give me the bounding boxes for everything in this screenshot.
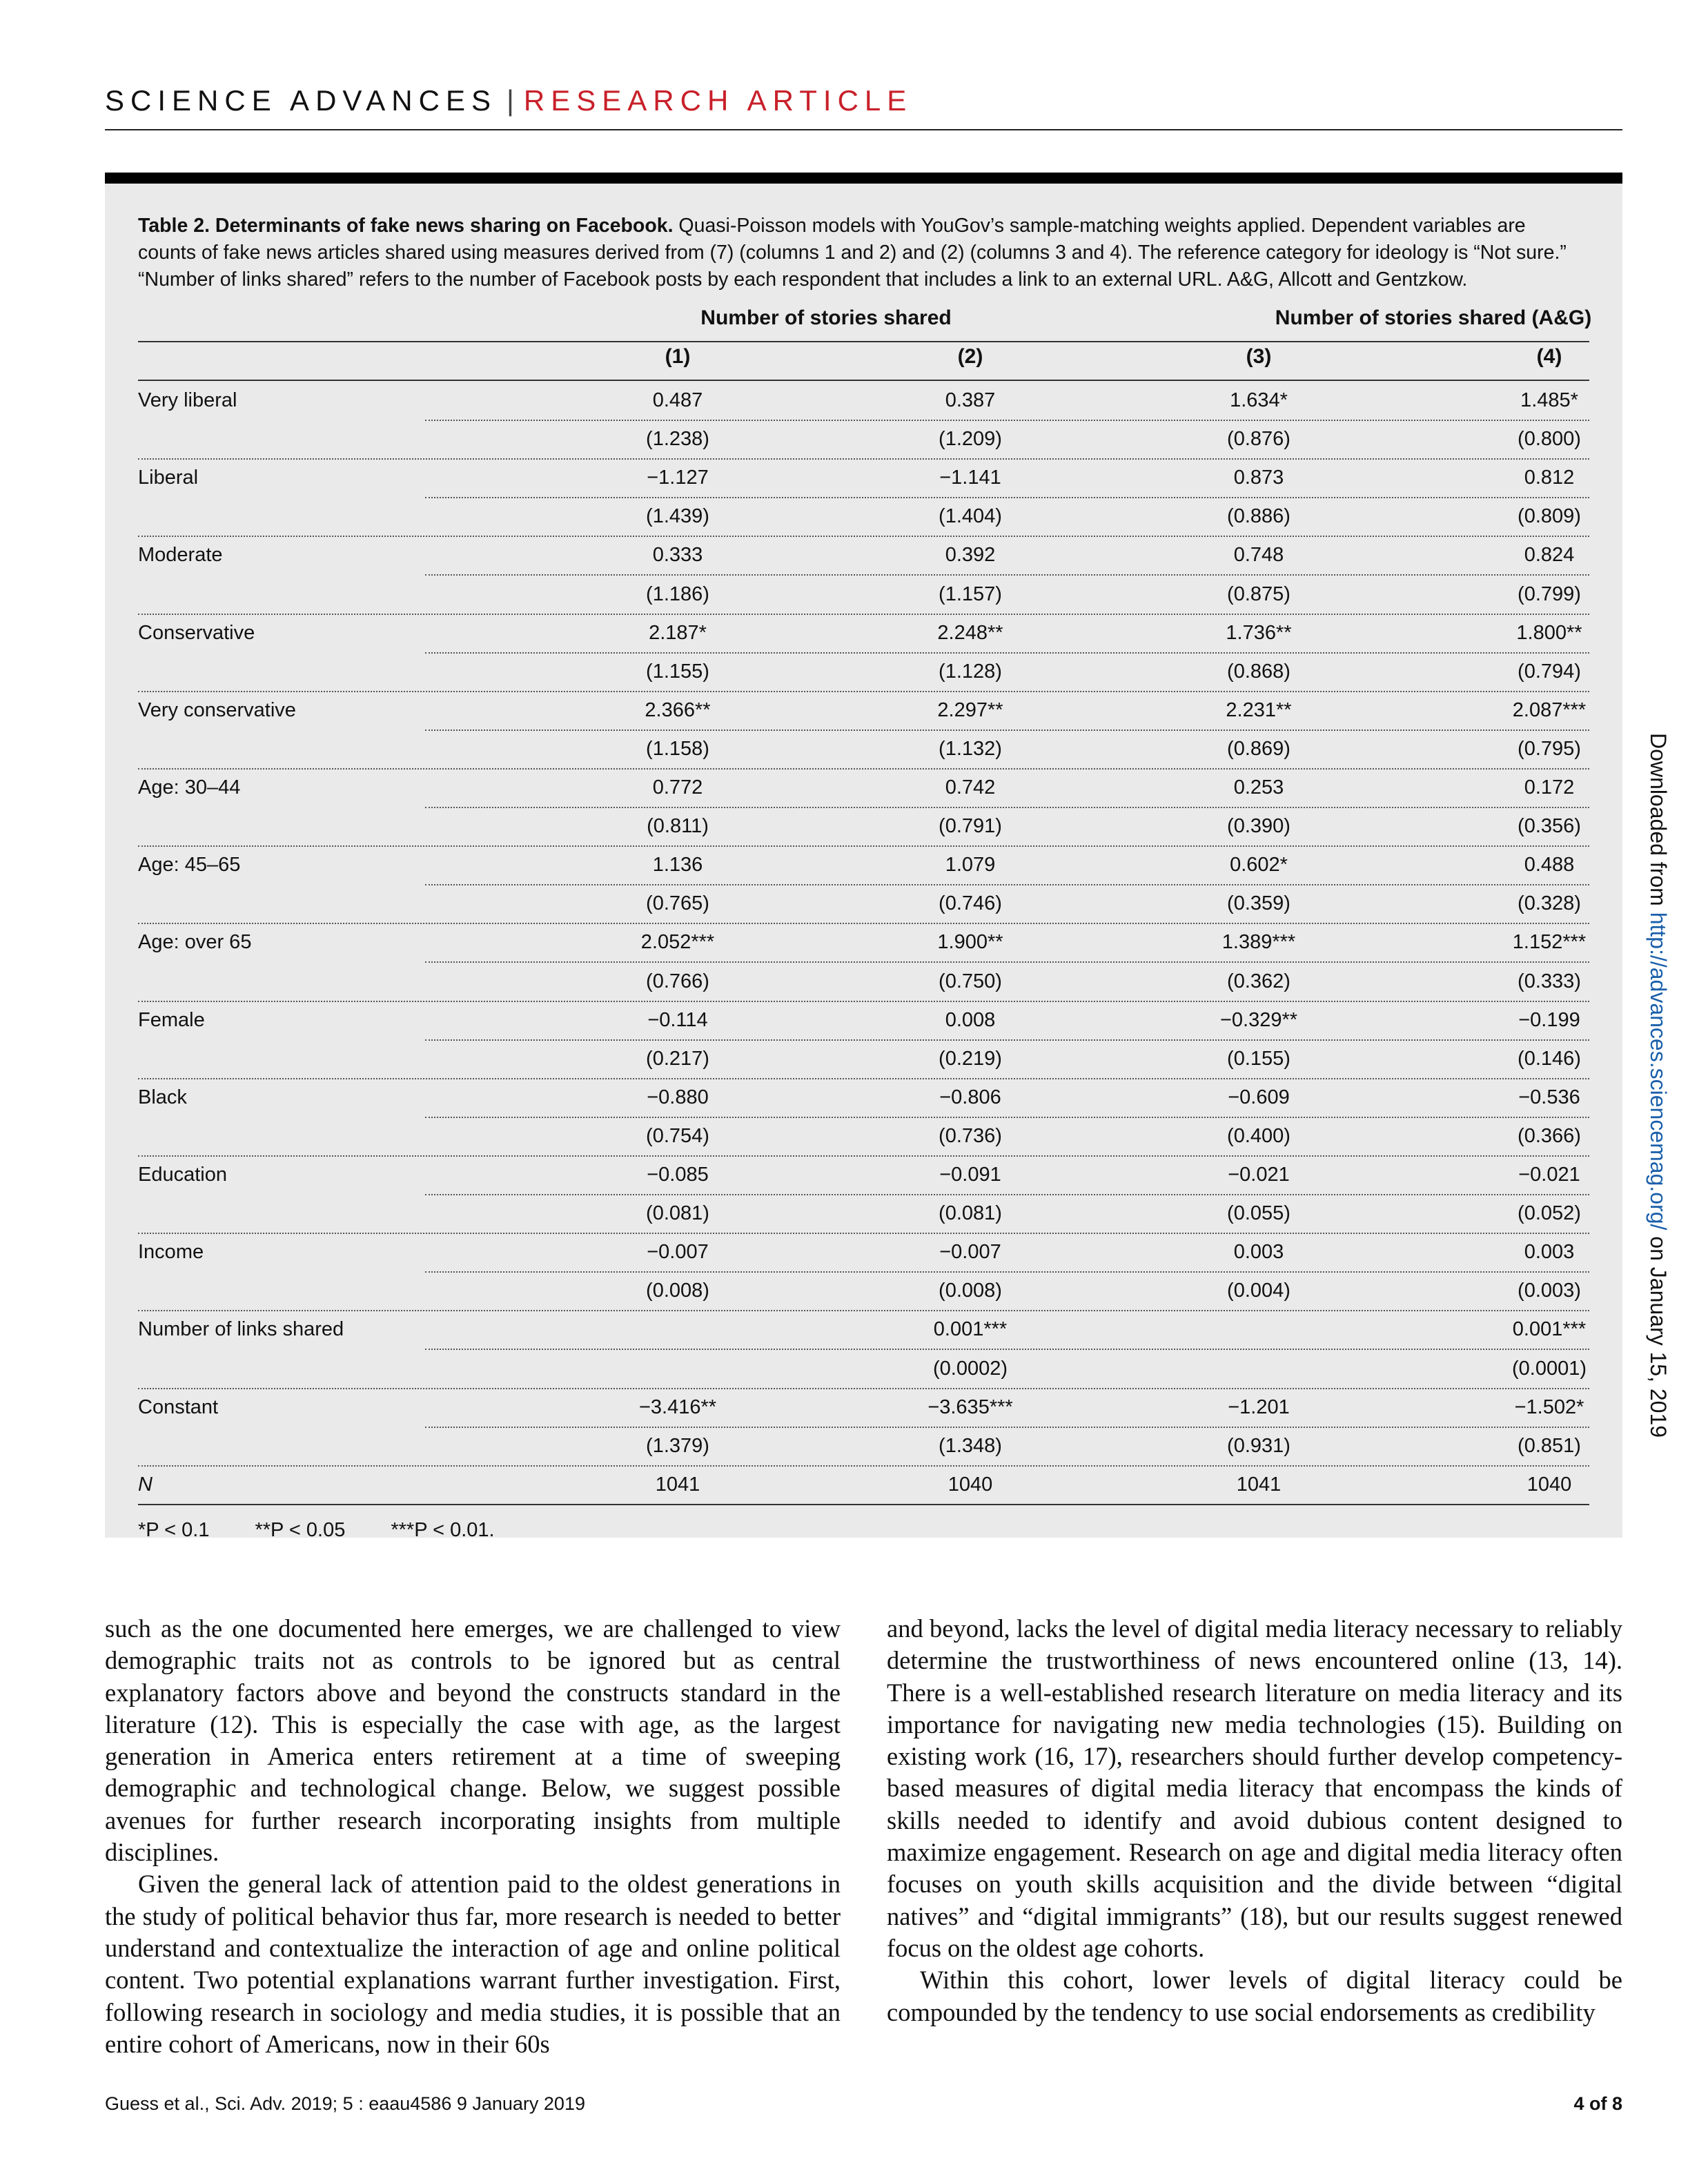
row-divider	[138, 691, 1589, 692]
coefficient-cell: 0.387	[945, 389, 996, 411]
n-cell: 1040	[1527, 1473, 1572, 1496]
column-header: (1)	[665, 345, 691, 368]
std-error-cell: (1.209)	[939, 428, 1002, 451]
std-error-cell: (0.155)	[1227, 1047, 1290, 1070]
row-label: Age: over 65	[138, 931, 252, 954]
coefficient-cell: 0.003	[1233, 1241, 1284, 1264]
group-header-stories: Number of stories shared	[700, 306, 952, 329]
coefficient-cell: 2.366**	[645, 698, 711, 721]
row-divider	[138, 1001, 1589, 1002]
significance-footnote	[138, 1519, 540, 1542]
std-error-cell: (0.362)	[1227, 970, 1290, 992]
group-rule	[138, 341, 1589, 342]
journal-name: SCIENCE ADVANCES	[105, 84, 497, 117]
std-error-cell: (1.128)	[939, 660, 1002, 683]
coefficient-cell: 2.231**	[1226, 698, 1292, 721]
std-error-cell: (0.851)	[1518, 1434, 1581, 1457]
std-error-cell: (1.404)	[939, 505, 1002, 528]
std-error-cell: (0.400)	[1227, 1124, 1290, 1147]
coefficient-cell: 0.392	[945, 544, 996, 567]
std-error-cell: (0.794)	[1518, 660, 1581, 683]
std-error-cell: (0.055)	[1227, 1202, 1290, 1225]
coefficient-cell: 0.742	[945, 776, 996, 799]
row-divider	[425, 1039, 1589, 1041]
page-number: 4 of 8	[1573, 2093, 1622, 2114]
coefficient-cell: −0.091	[939, 1164, 1001, 1186]
download-prefix: Downloaded from	[1646, 733, 1671, 912]
body-column-right	[887, 1613, 1622, 2028]
row-label: Female	[138, 1008, 205, 1031]
std-error-cell: (0.765)	[646, 892, 709, 915]
std-error-cell: (0.328)	[1518, 892, 1581, 915]
coefficient-cell: 0.772	[652, 776, 703, 799]
coefficient-cell: 1.485*	[1520, 389, 1578, 411]
row-divider	[138, 536, 1589, 537]
std-error-cell: (0.766)	[646, 970, 709, 992]
header-separator: |	[507, 84, 514, 117]
std-error-cell: (1.158)	[646, 737, 709, 760]
coefficient-cell: 0.172	[1524, 776, 1575, 799]
coefficient-cell: −3.416**	[638, 1396, 717, 1418]
row-divider	[138, 1310, 1589, 1311]
header-rule	[105, 129, 1622, 130]
std-error-cell: (0.052)	[1518, 1202, 1581, 1225]
std-error-cell: (0.0001)	[1511, 1357, 1587, 1380]
std-error-cell: (0.081)	[939, 1202, 1002, 1225]
row-divider	[425, 1349, 1589, 1350]
row-divider	[138, 768, 1589, 770]
row-label: Constant	[138, 1396, 219, 1418]
body-column-left	[105, 1613, 841, 2060]
footnote-p01: ***P < 0.01.	[391, 1519, 495, 1541]
std-error-cell: (0.008)	[939, 1280, 1002, 1302]
std-error-cell: (1.132)	[939, 737, 1002, 760]
coefficient-cell: 2.248**	[937, 621, 1003, 644]
std-error-cell: (0.799)	[1518, 582, 1581, 605]
std-error-cell: (0.359)	[1227, 892, 1290, 915]
row-divider	[425, 1271, 1589, 1273]
row-divider	[425, 807, 1589, 808]
row-divider	[138, 1078, 1589, 1079]
row-label: Education	[138, 1164, 227, 1186]
coefficient-cell: 0.748	[1233, 544, 1284, 567]
row-label: Black	[138, 1086, 187, 1108]
row-divider	[425, 420, 1589, 421]
coefficient-cell: 1.634*	[1230, 389, 1288, 411]
std-error-cell: (1.186)	[646, 582, 709, 605]
row-divider	[425, 1427, 1589, 1428]
row-label: Number of links shared	[138, 1318, 344, 1341]
coefficient-cell: −0.021	[1518, 1164, 1580, 1186]
coefficient-cell: 1.800**	[1516, 621, 1582, 644]
std-error-cell: (0.366)	[1518, 1124, 1581, 1147]
coefficient-cell: −1.502*	[1514, 1396, 1584, 1418]
paragraph: Given the general lack of attention paid to the oldest generations in the study of political behavior thus far, more research is needed to better understand and contextualize the interaction of age and online political content. Two potential explanations warrant further investigation. First, following research in sociology and media studies, it is possible that an entire cohort of Americans, now in their 60s	[105, 1870, 841, 2058]
coefficient-cell: 0.001***	[933, 1318, 1008, 1341]
row-divider	[425, 729, 1589, 731]
coefficient-cell: −0.329**	[1219, 1008, 1298, 1031]
row-label: Very liberal	[138, 389, 237, 411]
std-error-cell: (1.155)	[646, 660, 709, 683]
std-error-cell: (0.008)	[646, 1280, 709, 1302]
coefficient-cell: 1.136	[652, 854, 703, 877]
std-error-cell: (0.868)	[1227, 660, 1290, 683]
row-divider	[138, 614, 1589, 615]
row-divider	[425, 1194, 1589, 1195]
std-error-cell: (0.869)	[1227, 737, 1290, 760]
coefficient-cell: −1.127	[647, 467, 709, 489]
row-divider	[138, 1388, 1589, 1389]
coefficient-cell: −0.085	[647, 1164, 709, 1186]
std-error-cell: (1.439)	[646, 505, 709, 528]
std-error-cell: (0.746)	[939, 892, 1002, 915]
std-error-cell: (0.217)	[646, 1047, 709, 1070]
row-label: Age: 45–65	[138, 854, 241, 877]
std-error-cell: (0.390)	[1227, 815, 1290, 838]
coefficient-cell: −0.007	[939, 1241, 1001, 1264]
download-notice	[1645, 733, 1671, 1438]
std-error-cell: (0.800)	[1518, 428, 1581, 451]
journal-header	[105, 84, 912, 117]
coefficient-cell: 0.487	[652, 389, 703, 411]
paragraph: and beyond, lacks the level of digital media literacy necessary to reliably determine the trustworthiness of news encountered online (13, 14). There is a well-established research literature on media literacy and its importance for navigating new media technologies (15). Building on existing work (16, 17), researchers should further develop competency-based measures of digital media literacy that encompass the kinds of skills needed to identify and avoid dubious content designed to maximize engagement. Research on age and digital media literacy often focuses on youth skills acquisition and the divide between “digital natives” and “digital immigrants” (18), but our results suggest renewed focus on the oldest age cohorts.	[887, 1614, 1622, 1962]
coefficient-cell: 0.333	[652, 544, 703, 567]
coefficient-cell: 1.900**	[937, 931, 1003, 954]
std-error-cell: (0.809)	[1518, 505, 1581, 528]
row-label: Conservative	[138, 621, 255, 644]
coefficient-cell: −0.536	[1518, 1086, 1580, 1108]
std-error-cell: (0.750)	[939, 970, 1002, 992]
coefficient-cell: −1.201	[1228, 1396, 1290, 1418]
coefficient-cell: 0.488	[1524, 854, 1575, 877]
std-error-cell: (0.886)	[1227, 505, 1290, 528]
coefficient-cell: 0.812	[1524, 467, 1575, 489]
row-divider	[138, 845, 1589, 847]
article-type: RESEARCH ARTICLE	[523, 84, 913, 117]
coefficient-cell: 0.001***	[1512, 1318, 1587, 1341]
row-label: Age: 30–44	[138, 776, 241, 799]
row-divider	[425, 1117, 1589, 1118]
std-error-cell: (0.736)	[939, 1124, 1002, 1147]
std-error-cell: (1.157)	[939, 582, 1002, 605]
header-rule	[138, 380, 1589, 381]
std-error-cell: (0.333)	[1518, 970, 1581, 992]
n-cell: 1041	[655, 1473, 700, 1496]
paragraph: such as the one documented here emerges, we are challenged to view demographic traits not as controls to be ignored but as central explanatory factors above and beyond the constructs standard in the literature (12). This is especially the case with age, as the largest generation in America enters retirement at a time of sweeping demographic and technological change. Below, we suggest possible avenues for further research incorporating insights from multiple disciplines.	[105, 1614, 841, 1867]
std-error-cell: (0.003)	[1518, 1280, 1581, 1302]
coefficient-cell: 0.003	[1524, 1241, 1575, 1264]
column-header: (2)	[957, 345, 983, 368]
coefficient-cell: −0.609	[1228, 1086, 1290, 1108]
n-cell: 1041	[1236, 1473, 1282, 1496]
std-error-cell: (1.348)	[939, 1434, 1002, 1457]
std-error-cell: (1.238)	[646, 428, 709, 451]
row-divider	[425, 652, 1589, 654]
std-error-cell: (0.931)	[1227, 1434, 1290, 1457]
std-error-cell: (0.146)	[1518, 1047, 1581, 1070]
table-caption-text: Quasi-Poisson models with YouGov’s sample-matching weights applied. Dependent variables are counts of fake news articles shared using measures derived from (7) (columns 1 and 2) and (2) (columns 3 and 4). The reference category for ideology is “Not sure.” “Number of links shared” refers to the number of Facebook posts by each respondent that includes a link to an external URL. A&G, Allcott and Gentzkow.	[138, 215, 1567, 291]
std-error-cell: (0.081)	[646, 1202, 709, 1225]
std-error-cell: (0.004)	[1227, 1280, 1290, 1302]
std-error-cell: (0.811)	[647, 815, 709, 838]
coefficient-cell: −0.007	[647, 1241, 709, 1264]
table-title: Table 2. Determinants of fake news sharing on Facebook.	[138, 215, 674, 237]
coefficient-cell: −0.114	[647, 1008, 708, 1031]
row-divider	[425, 497, 1589, 498]
std-error-cell: (0.795)	[1518, 737, 1581, 760]
coefficient-cell: 0.873	[1233, 467, 1284, 489]
std-error-cell: (0.875)	[1227, 582, 1290, 605]
coefficient-cell: 1.389***	[1221, 931, 1296, 954]
coefficient-cell: 2.297**	[937, 698, 1003, 721]
coefficient-cell: 1.079	[945, 854, 996, 877]
row-divider	[138, 1465, 1589, 1467]
footnote-p05: **P < 0.05	[255, 1519, 346, 1541]
std-error-cell: (0.791)	[939, 815, 1002, 838]
group-header-stories-ag: Number of stories shared (A&G)	[1275, 306, 1592, 329]
column-header: (4)	[1536, 345, 1562, 368]
row-divider	[138, 458, 1589, 460]
coefficient-cell: 2.187*	[649, 621, 707, 644]
row-divider	[138, 1155, 1589, 1157]
coefficient-cell: 2.087***	[1512, 698, 1587, 721]
row-divider	[138, 923, 1589, 924]
coefficient-cell: −0.199	[1518, 1008, 1580, 1031]
std-error-cell: (0.876)	[1227, 428, 1290, 451]
footer-citation: Guess et al., Sci. Adv. 2019; 5 : eaau4586 9 January 2019	[105, 2093, 585, 2114]
coefficient-cell: 0.824	[1524, 544, 1575, 567]
coefficient-cell: 1.152***	[1512, 931, 1587, 954]
std-error-cell: (0.219)	[939, 1047, 1002, 1070]
std-error-cell: (0.754)	[646, 1124, 709, 1147]
download-suffix: on January 15, 2019	[1646, 1230, 1671, 1438]
row-label: Very conservative	[138, 698, 296, 721]
row-label: Income	[138, 1241, 204, 1264]
download-link[interactable]: http://advances.sciencemag.org/	[1646, 912, 1671, 1231]
row-divider	[425, 884, 1589, 885]
row-divider	[138, 1233, 1589, 1234]
bottom-rule	[138, 1504, 1589, 1505]
row-divider	[425, 574, 1589, 576]
row-label-n: N	[138, 1473, 153, 1496]
coefficient-cell: −0.880	[647, 1086, 709, 1108]
coefficient-cell: −0.806	[939, 1086, 1001, 1108]
coefficient-cell: −0.021	[1228, 1164, 1290, 1186]
coefficient-cell: −1.141	[939, 467, 1001, 489]
coefficient-cell: 1.736**	[1226, 621, 1292, 644]
column-header: (3)	[1246, 345, 1272, 368]
coefficient-cell: −3.635***	[927, 1396, 1013, 1418]
n-cell: 1040	[948, 1473, 993, 1496]
table-2	[105, 173, 1622, 1541]
coefficient-cell: 0.008	[945, 1008, 996, 1031]
std-error-cell: (0.0002)	[932, 1357, 1008, 1380]
row-divider	[425, 961, 1589, 963]
std-error-cell: (0.356)	[1518, 815, 1581, 838]
std-error-cell: (1.379)	[646, 1434, 709, 1457]
paragraph: Within this cohort, lower levels of digital literacy could be compounded by the tendency to use social endorsements as credibility	[887, 1966, 1622, 2026]
coefficient-cell: 0.602*	[1230, 854, 1288, 877]
footnote-p10: *P < 0.1	[138, 1519, 210, 1541]
table-caption	[138, 213, 1587, 293]
row-label: Moderate	[138, 544, 223, 567]
coefficient-cell: 2.052***	[640, 931, 715, 954]
row-label: Liberal	[138, 467, 199, 489]
coefficient-cell: 0.253	[1233, 776, 1284, 799]
